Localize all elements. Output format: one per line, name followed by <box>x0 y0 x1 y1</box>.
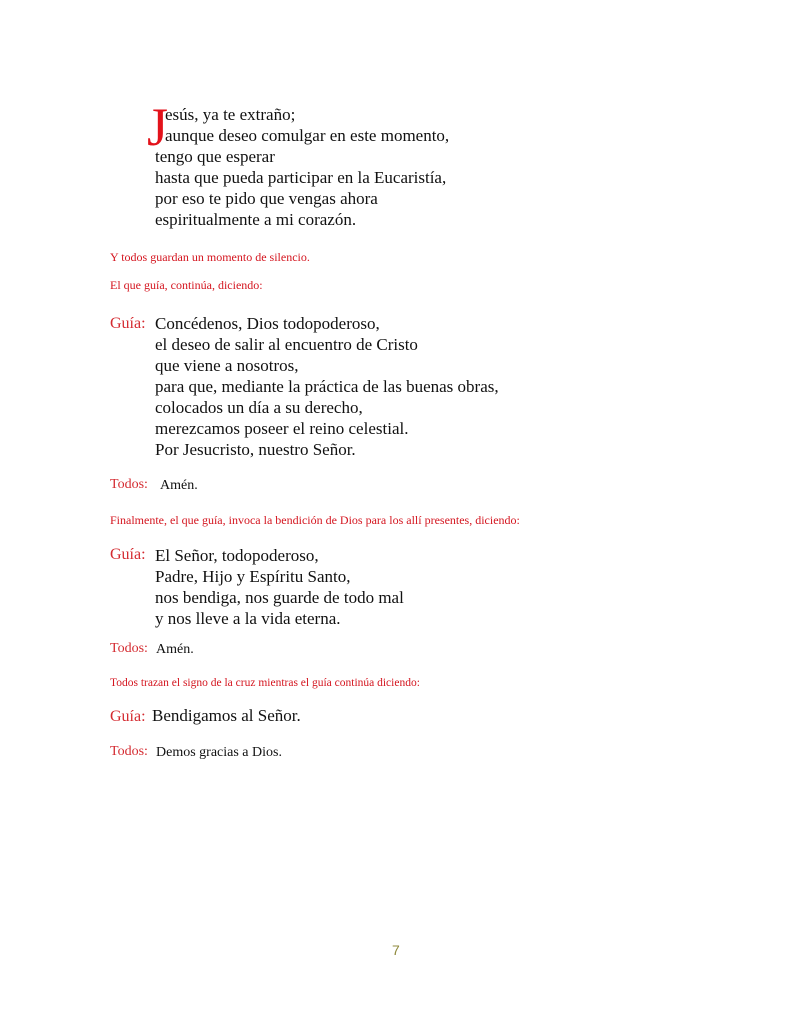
guide-label: Guía: <box>110 708 146 725</box>
rubric-blessing: Finalmente, el que guía, invoca la bendición de Dios para los allí presentes, diciendo: <box>110 513 520 527</box>
guide-line: nos bendiga, nos guarde de todo mal <box>155 588 404 607</box>
prayer-line: hasta que pueda participar en la Eucaristía, <box>155 168 447 187</box>
all-response: Amén. <box>156 642 194 657</box>
guide-line: El Señor, todopoderoso, <box>155 546 319 565</box>
guide-line: y nos lleve a la vida eterna. <box>155 609 341 628</box>
guide-line: el deseo de salir al encuentro de Cristo <box>155 335 418 354</box>
rubric-continues: El que guía, continúa, diciendo: <box>110 278 263 292</box>
guide-prayer <box>155 313 499 460</box>
all-response: Demos gracias a Dios. <box>156 745 282 760</box>
all-label: Todos: <box>110 641 148 656</box>
page-number: 7 <box>392 942 400 958</box>
guide-label: Guía: <box>110 546 146 563</box>
guide-blessing <box>155 545 404 629</box>
guide-line: Por Jesucristo, nuestro Señor. <box>155 440 356 459</box>
guide-line: Padre, Hijo y Espíritu Santo, <box>155 567 351 586</box>
rubric-cross: Todos trazan el signo de la cruz mientras el guía continúa diciendo: <box>110 677 420 689</box>
prayer-line: aunque deseo comulgar en este momento, <box>165 126 450 145</box>
rubric-silence: Y todos guardan un momento de silencio. <box>110 250 310 264</box>
all-response: Amén. <box>160 478 198 493</box>
prayer-line: espiritualmente a mi corazón. <box>155 210 357 229</box>
guide-label: Guía: <box>110 315 146 332</box>
guide-line: que viene a nosotros, <box>155 356 299 375</box>
guide-line: colocados un día a su derecho, <box>155 398 363 417</box>
all-label: Todos: <box>110 744 148 759</box>
guide-line: para que, mediante la práctica de las buenas obras, <box>155 377 499 396</box>
guide-line: merezcamos poseer el reino celestial. <box>155 419 409 438</box>
prayer-line: por eso te pido que vengas ahora <box>155 189 378 208</box>
guide-line: Concédenos, Dios todopoderoso, <box>155 314 380 333</box>
all-label: Todos: <box>110 477 148 492</box>
prayer-line: esús, ya te extraño; <box>165 105 296 124</box>
drop-cap: J <box>147 97 169 157</box>
prayer-line: tengo que esperar <box>155 147 275 166</box>
prayer-text <box>155 104 449 230</box>
guide-dismissal: Bendigamos al Señor. <box>152 706 301 725</box>
